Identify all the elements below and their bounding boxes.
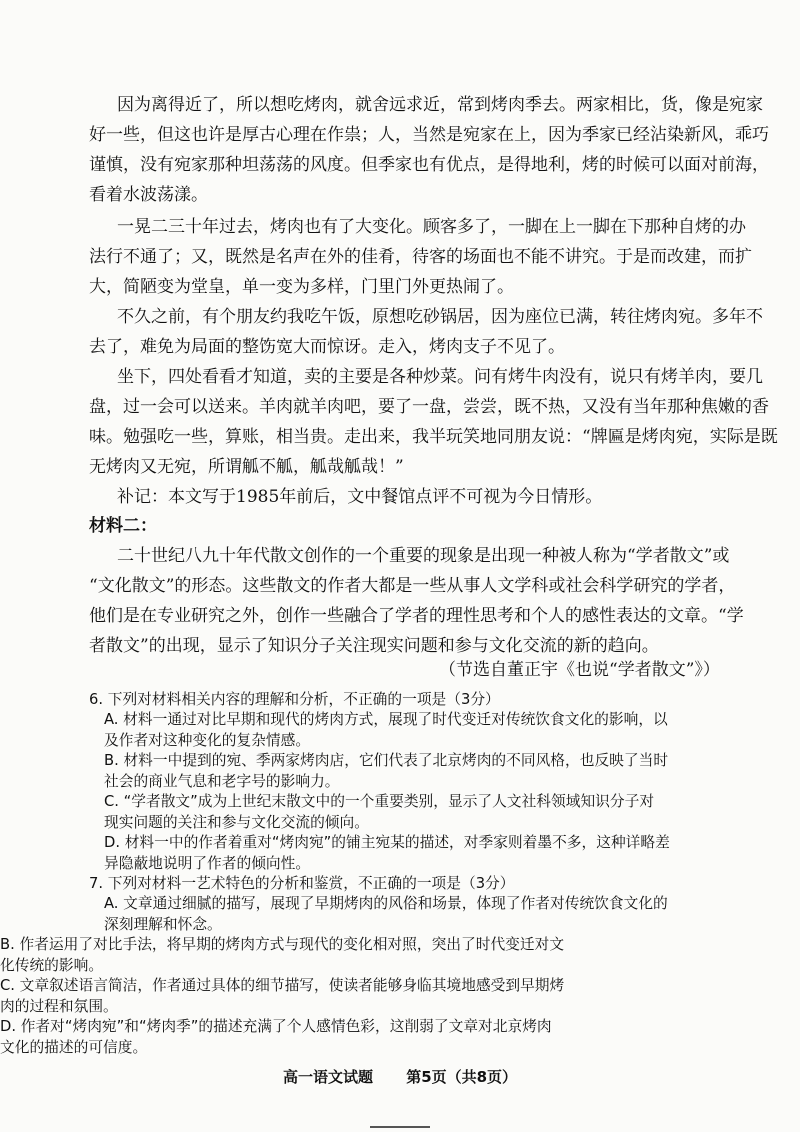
- m2-p1-line4: 者散文”的出现，显示了知识分子关注现实问题和参与文化交流的新的趋向。: [89, 636, 659, 656]
- m1-p4-line3: 味。勉强吃一些，算账，相当贵。走出来，我半玩笑地同朋友说：“牌匾是烤肉宛，实际是既: [89, 427, 778, 447]
- q7-option-a-line2[interactable]: 深刻理解和怀念。: [104, 915, 222, 933]
- m1-p3-line2: 去了，难免为局面的整饬宽大而惊讶。走入，烤肉支子不见了。: [89, 337, 565, 357]
- m1-p1-line3: 谨慎，没有宛家那种坦荡荡的风度。但季家也有优点，是得地利，烤的时候可以面对前海，: [89, 155, 769, 175]
- material2-heading: 材料二：: [89, 516, 157, 536]
- q7-option-a-line1[interactable]: A. 文章通过细腻的描写，展现了早期烤肉的风俗和场景，体现了作者对传统饮食文化的: [104, 895, 668, 913]
- q6-option-b-line1[interactable]: B. 材料一中提到的宛、季两家烤肉店，它们代表了北京烤肉的不同风格，也反映了当时: [104, 752, 669, 770]
- m1-p2-line1: 一晃二三十年过去，烤肉也有了大变化。顾客多了，一脚在上一脚在下那种自烤的办: [117, 217, 746, 237]
- m2-source: （节选自董正宇《也说“学者散文”》）: [439, 660, 720, 680]
- q6-option-a-line2[interactable]: 及作者对这种变化的复杂情感。: [104, 731, 311, 749]
- m1-p4-line1: 坐下，四处看看才知道，卖的主要是各种炒菜。问有烤牛肉没有，说只有烤羊肉，要几: [117, 367, 763, 387]
- q7-option-b-line1[interactable]: B. 作者运用了对比手法，将早期的烤肉方式与现代的变化相对照，突出了时代变迁对文: [0, 936, 565, 954]
- q6-option-d-line1[interactable]: D. 材料一中的作者着重对“烤肉宛”的铺主宛某的描述，对季家则着墨不多，这种详略差: [104, 834, 670, 852]
- footer-subject: 高一语文试题: [282, 1068, 373, 1086]
- footer-page-number: 第5页（共8页）: [406, 1068, 518, 1086]
- q7-option-c-line2[interactable]: 肉的过程和氛围。: [0, 997, 118, 1015]
- q6-option-c-line2[interactable]: 现实问题的关注和参与文化交流的倾向。: [104, 813, 369, 831]
- m2-p1-line3: 他们是在专业研究之外，创作一些融合了学者的理性思考和个人的感性表达的文章。“学: [89, 606, 744, 626]
- m1-p1-line4: 看着水波荡漾。: [89, 185, 208, 205]
- footer-rule: [370, 1126, 430, 1128]
- m1-p1-line1: 因为离得近了，所以想吃烤肉，就舍远求近，常到烤肉季去。两家相比，货，像是宛家: [117, 95, 763, 115]
- q7-option-b-line2[interactable]: 化传统的影响。: [0, 956, 104, 974]
- m2-p1-line1: 二十世纪八九十年代散文创作的一个重要的现象是出现一种被人称为“学者散文”或: [117, 546, 730, 566]
- m2-p1-line2: “文化散文”的形态。这些散文的作者大都是一些从事人文学科或社会科学研究的学者，: [89, 576, 736, 596]
- q6-option-b-line2[interactable]: 社会的商业气息和老字号的影响力。: [104, 772, 340, 790]
- q6-option-a-line1[interactable]: A. 材料一通过对比早期和现代的烤肉方式，展现了时代变迁对传统饮食文化的影响，以: [104, 711, 668, 729]
- m1-p4-line2: 盘，过一会可以送来。羊肉就羊肉吧，要了一盘，尝尝，既不热，又没有当年那种焦嫩的香: [89, 397, 769, 417]
- q6-option-c-line1[interactable]: C. “学者散文”成为上世纪末散文中的一个重要类别，显示了人文社科领域知识分子对: [104, 793, 655, 811]
- q7-option-d-line1[interactable]: D. 作者对“烤肉宛”和“烤肉季”的描述充满了个人感情色彩，这削弱了文章对北京烤肉: [0, 1018, 552, 1036]
- q7-option-d-line2[interactable]: 文化的描述的可信度。: [0, 1038, 148, 1056]
- q6-option-d-line2[interactable]: 异隐蔽地说明了作者的倾向性。: [104, 854, 311, 872]
- page-footer: [0, 1066, 800, 1087]
- q6-stem: 6. 下列对材料相关内容的理解和分析，不正确的一项是（3分）: [89, 691, 500, 708]
- q7-stem: 7. 下列对材料一艺术特色的分析和鉴赏，不正确的一项是（3分）: [89, 875, 515, 892]
- m1-p2-line2: 法行不通了；又，既然是名声在外的佳肴，待客的场面也不能不讲究。于是而改建，而扩: [89, 247, 752, 267]
- m1-p3-line1: 不久之前，有个朋友约我吃午饭，原想吃砂锅居，因为座位已满，转往烤肉宛。多年不: [117, 307, 763, 327]
- q7-option-c-line1[interactable]: C. 文章叙述语言简洁，作者通过具体的细节描写，使读者能够身临其境地感受到早期烤: [0, 977, 565, 995]
- m1-p2-line3: 大，简陋变为堂皇，单一变为多样，门里门外更热闹了。: [89, 277, 514, 297]
- m1-p4-line4: 无烤肉又无宛，所谓觚不觚，觚哉觚哉！”: [89, 457, 404, 477]
- m1-p1-line2: 好一些，但这也许是厚古心理在作祟；人，当然是宛家在上，因为季家已经沾染新风，乖巧: [89, 125, 769, 145]
- m1-note: 补记：本文写于1985年前后，文中餐馆点评不可视为今日情形。: [117, 487, 603, 507]
